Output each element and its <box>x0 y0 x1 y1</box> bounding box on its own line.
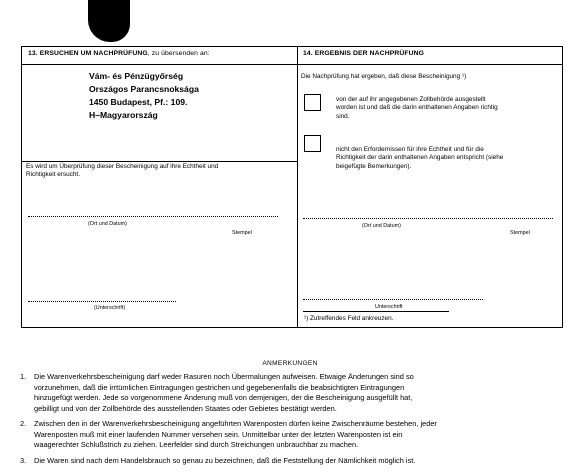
note-item-1: 1. Die Warenverkehrsbescheinigung darf weder Rasuren noch Übermalungen aufweisen. Etwaige Änderungen sind so vorzunehmen, daß die irrtümlichen Eintragungen gestrichen und gegebenenfalls die beabsichtigten Eintragungen hinzugefügt werden. Jede so vorgenommene Änderung muß von demjenigen, der die Bescheinigung ausgefüllt hat, gebilligt und von der Zollbehörde des ausstellenden Staates oder Gebietes bestätigt werden. <box>20 372 414 413</box>
footnote-rule <box>303 311 449 312</box>
stamp-label: Stempel <box>232 230 252 236</box>
option1-text: von der auf ihr angegebenen Zollbehörde ausgestellt worden ist und daß die darin enthaltenen Angaben richtig sind. <box>336 96 498 120</box>
option2-checkbox[interactable] <box>304 135 321 152</box>
recipient-address <box>89 70 199 122</box>
signature-line[interactable] <box>28 301 176 302</box>
section-divider <box>297 46 298 328</box>
option2-text: nicht den Erfordernissen für ihre Echtheit und für die Richtigkeit der darin enthaltenen Angaben entspricht (siehe beigefügte Bemerkungen). <box>336 146 504 170</box>
result-stamp-label: Stempel <box>510 230 530 236</box>
footnote: ¹) Zutreffendes Feld ankreuzen. <box>304 315 394 322</box>
request-text: Es wird um Überprüfung dieser Bescheinigung auf ihre Echtheit und Richtigkeit ersucht. <box>26 163 219 179</box>
address-line: Vám- és Pénzügyőrség <box>89 71 184 81</box>
result-signature-label: Unterschrift <box>375 304 403 310</box>
option1-checkbox[interactable] <box>304 94 321 111</box>
note-item-3: 3. Die Waren sind nach dem Handelsbrauch so genau zu bezeichnen, daß die Feststellung der Nämlichkeit möglich ist. <box>20 456 416 465</box>
signature-label: (Unterschrift) <box>94 305 126 311</box>
address-line: Országos Parancsnoksága <box>89 84 199 94</box>
result-signature-line[interactable] <box>303 299 483 300</box>
notes-title: ANMERKUNGEN <box>262 360 318 367</box>
title-underline <box>21 64 563 65</box>
section13-title: 13. ERSUCHEN UM NACHPRÜFUNG, zu übersenden an: <box>28 50 210 57</box>
address-line: H–Magyarország <box>89 110 158 120</box>
section14-title: 14. ERGEBNIS DER NACHPRÜFUNG <box>303 50 425 57</box>
note-item-2: 2. Zwischen den in der Warenverkehrsbescheinigung angeführten Warenposten dürfen keine Zwischenräume bestehen, jeder Warenposten muß mit einer laufenden Nummer versehen sein. Unmittelbar unter der letzten Warenposten ist ein waagerechter Schlußstrich zu ziehen. Leerfelder sind durch Streichungen unbrauchbar zu machen. <box>20 419 437 450</box>
result-place-date-label: (Ort und Datum) <box>362 223 401 229</box>
place-date-line[interactable] <box>28 216 278 217</box>
section13-separator <box>21 161 298 162</box>
address-line: 1450 Budapest, Pf.: 109. <box>89 97 188 107</box>
place-date-label: (Ort und Datum) <box>88 221 127 227</box>
ink-blot <box>88 0 130 42</box>
result-intro: Die Nachprüfung hat ergeben, daß diese Bescheinigung ¹) <box>301 73 467 80</box>
result-place-date-line[interactable] <box>303 218 553 219</box>
